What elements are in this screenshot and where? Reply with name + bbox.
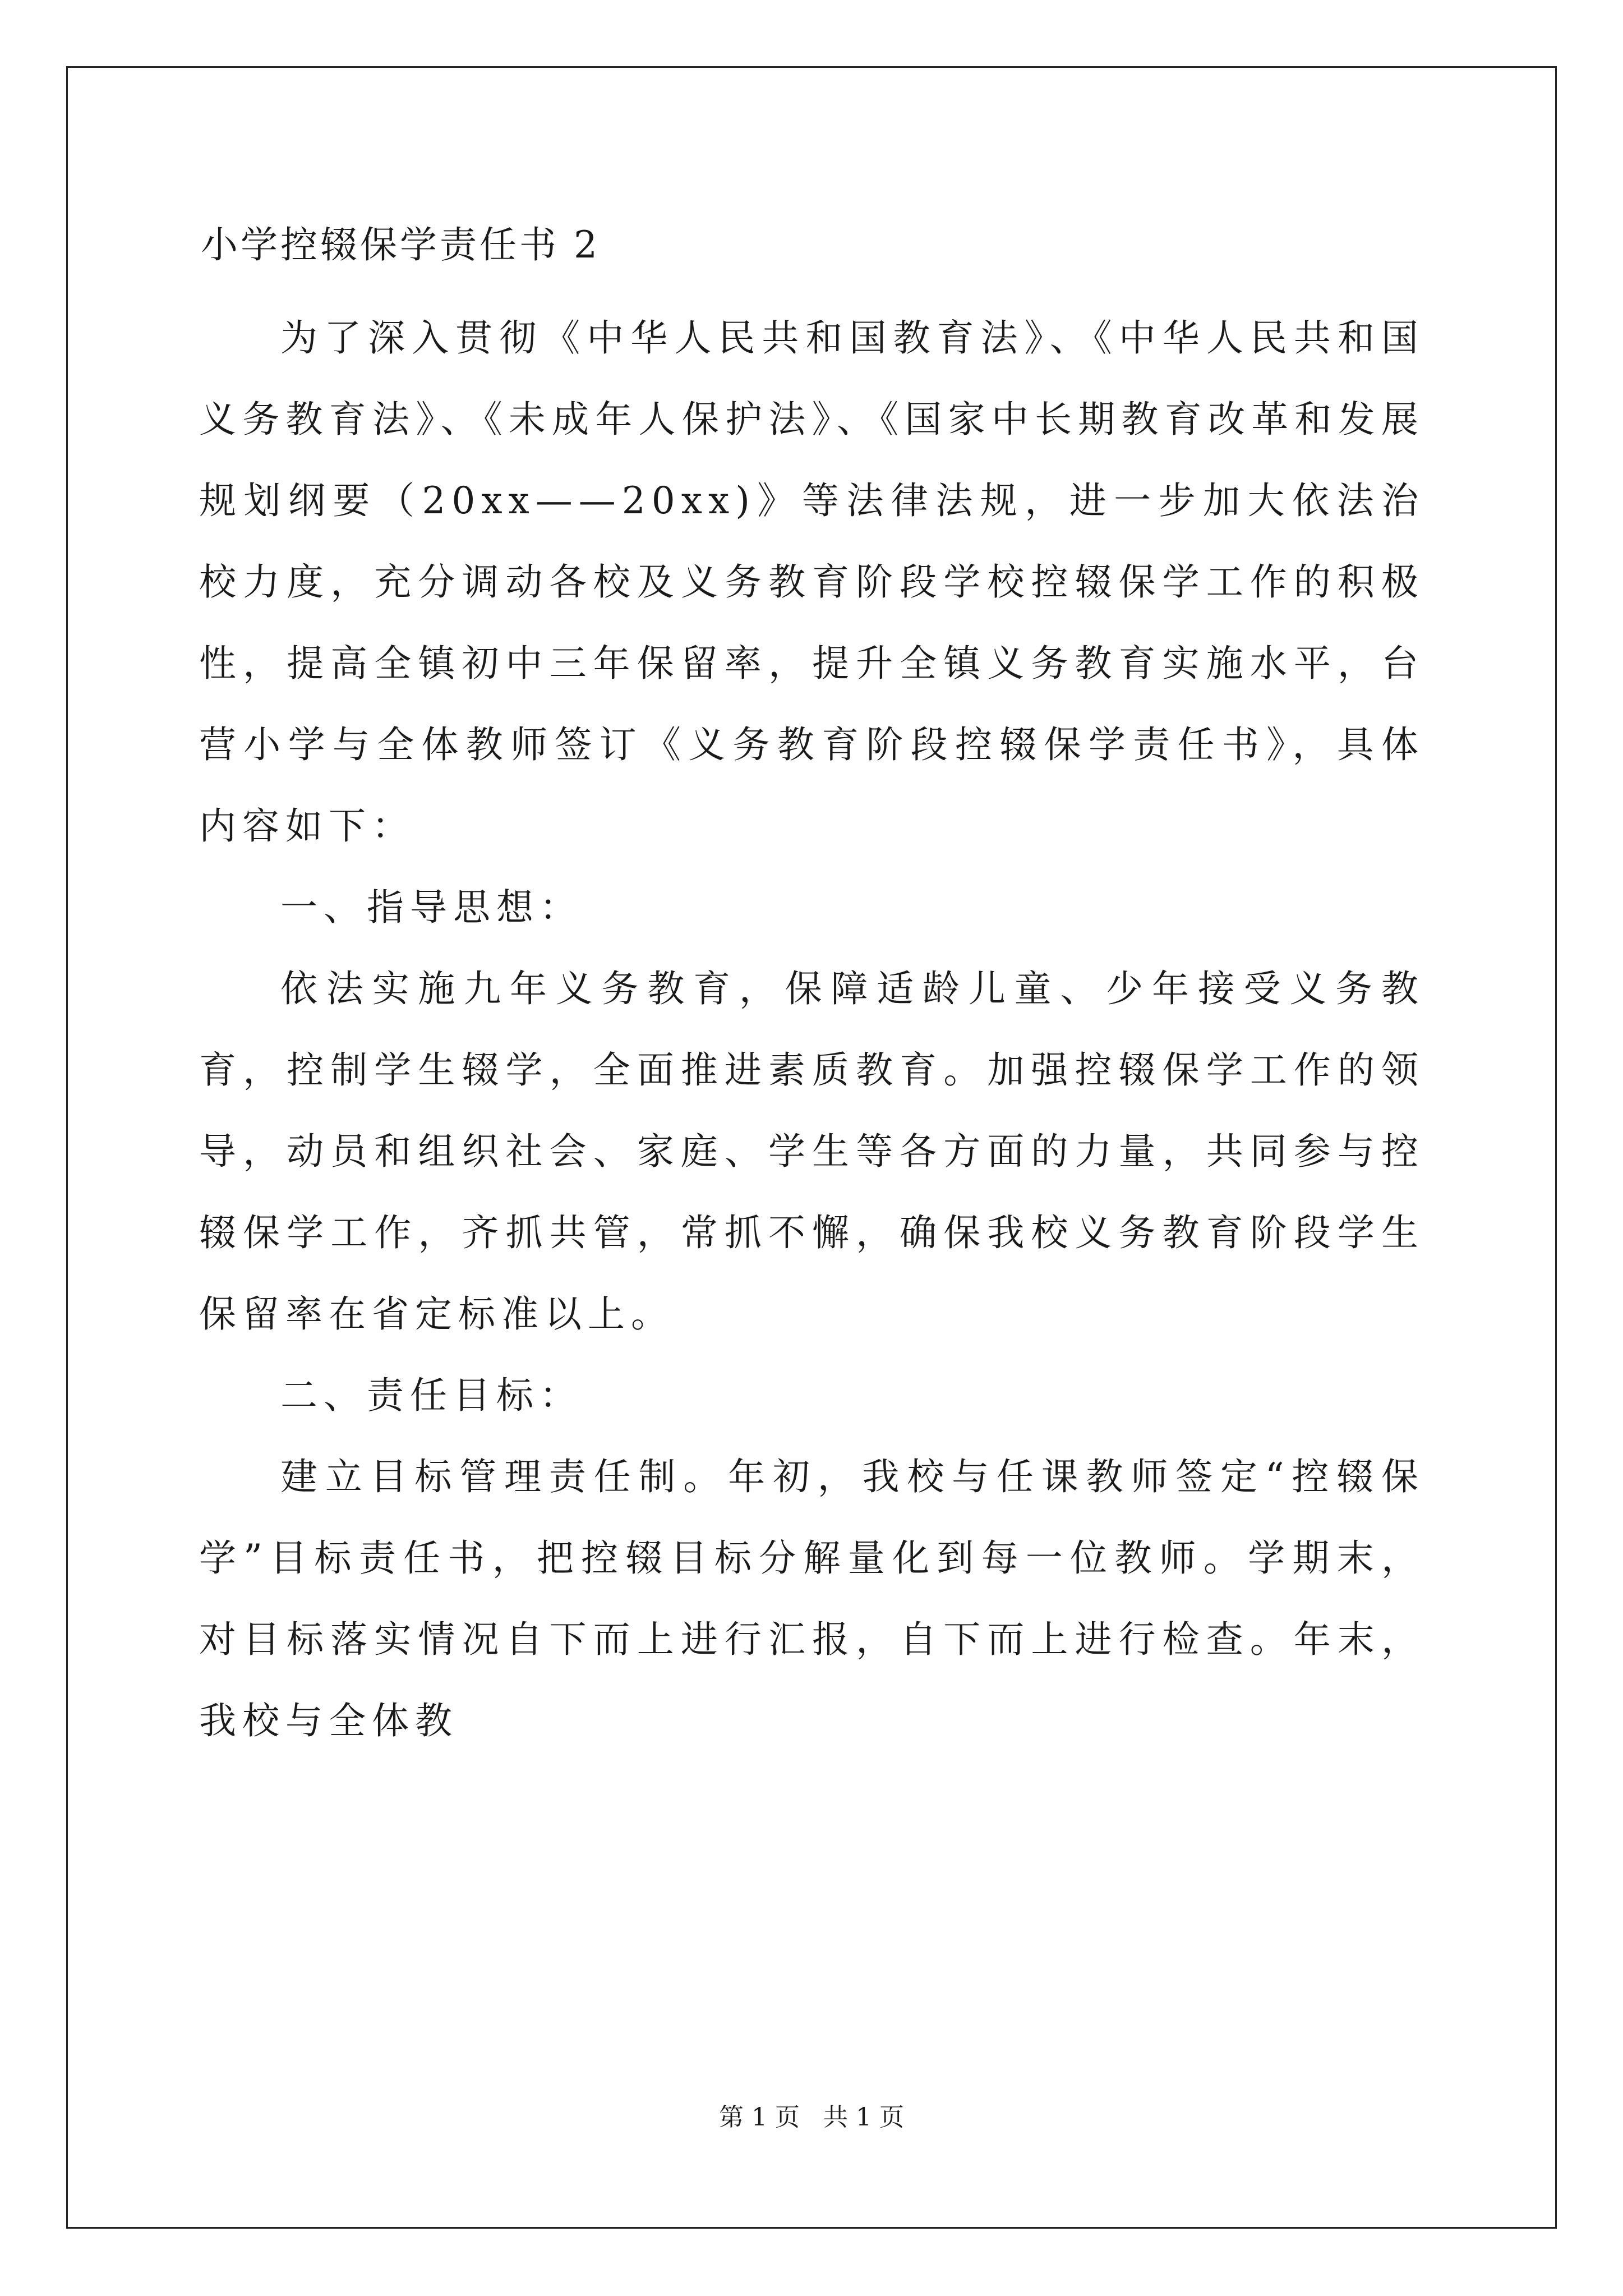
- paragraph-guiding-ideology: 依法实施九年义务教育，保障适龄儿童、少年接受义务教育，控制学生辍学，全面推进素质教育。加强控辍保学工作的领导，动员和组织社会、家庭、学生等各方面的力量，共同参与控辍保学工作，齐抓共管，常抓不懈，确保我校义务教育阶段学生保留率在省定标准以上。: [199, 967, 1424, 1336]
- page-footer: 第 1 页 共 1 页: [719, 2103, 904, 2132]
- paragraph-intro: 为了深入贯彻《中华人民共和国教育法》、《中华人民共和国义务教育法》、《未成年人保护法》、《国家中长期教育改革和发展规划纲要（20xx——20xx)》等法律法规，进一步加大依法治校力度，充分调动各校及义务教育阶段学校控辍保学工作的积极性，提高全镇初中三年保留率，提升全镇义务教育实施水平，台营小学与全体教师签订《义务教育阶段控辍保学责任书》，具体内容如下：: [199, 316, 1424, 848]
- paragraph-responsibility-goals: 建立目标管理责任制。年初，我校与任课教师签定“控辍保学”目标责任书，把控辍目标分解量化到每一位教师。学期末，对目标落实情况自下而上进行汇报，自下而上进行检查。年末，我校与全体教: [199, 1455, 1424, 1742]
- section-heading-guiding-ideology: 一、指导思想：: [280, 886, 583, 929]
- section-heading-responsibility-goals: 二、责任目标：: [280, 1374, 583, 1417]
- document-title: 小学控辍保学责任书 2: [201, 223, 600, 266]
- document-body: [199, 297, 1424, 1761]
